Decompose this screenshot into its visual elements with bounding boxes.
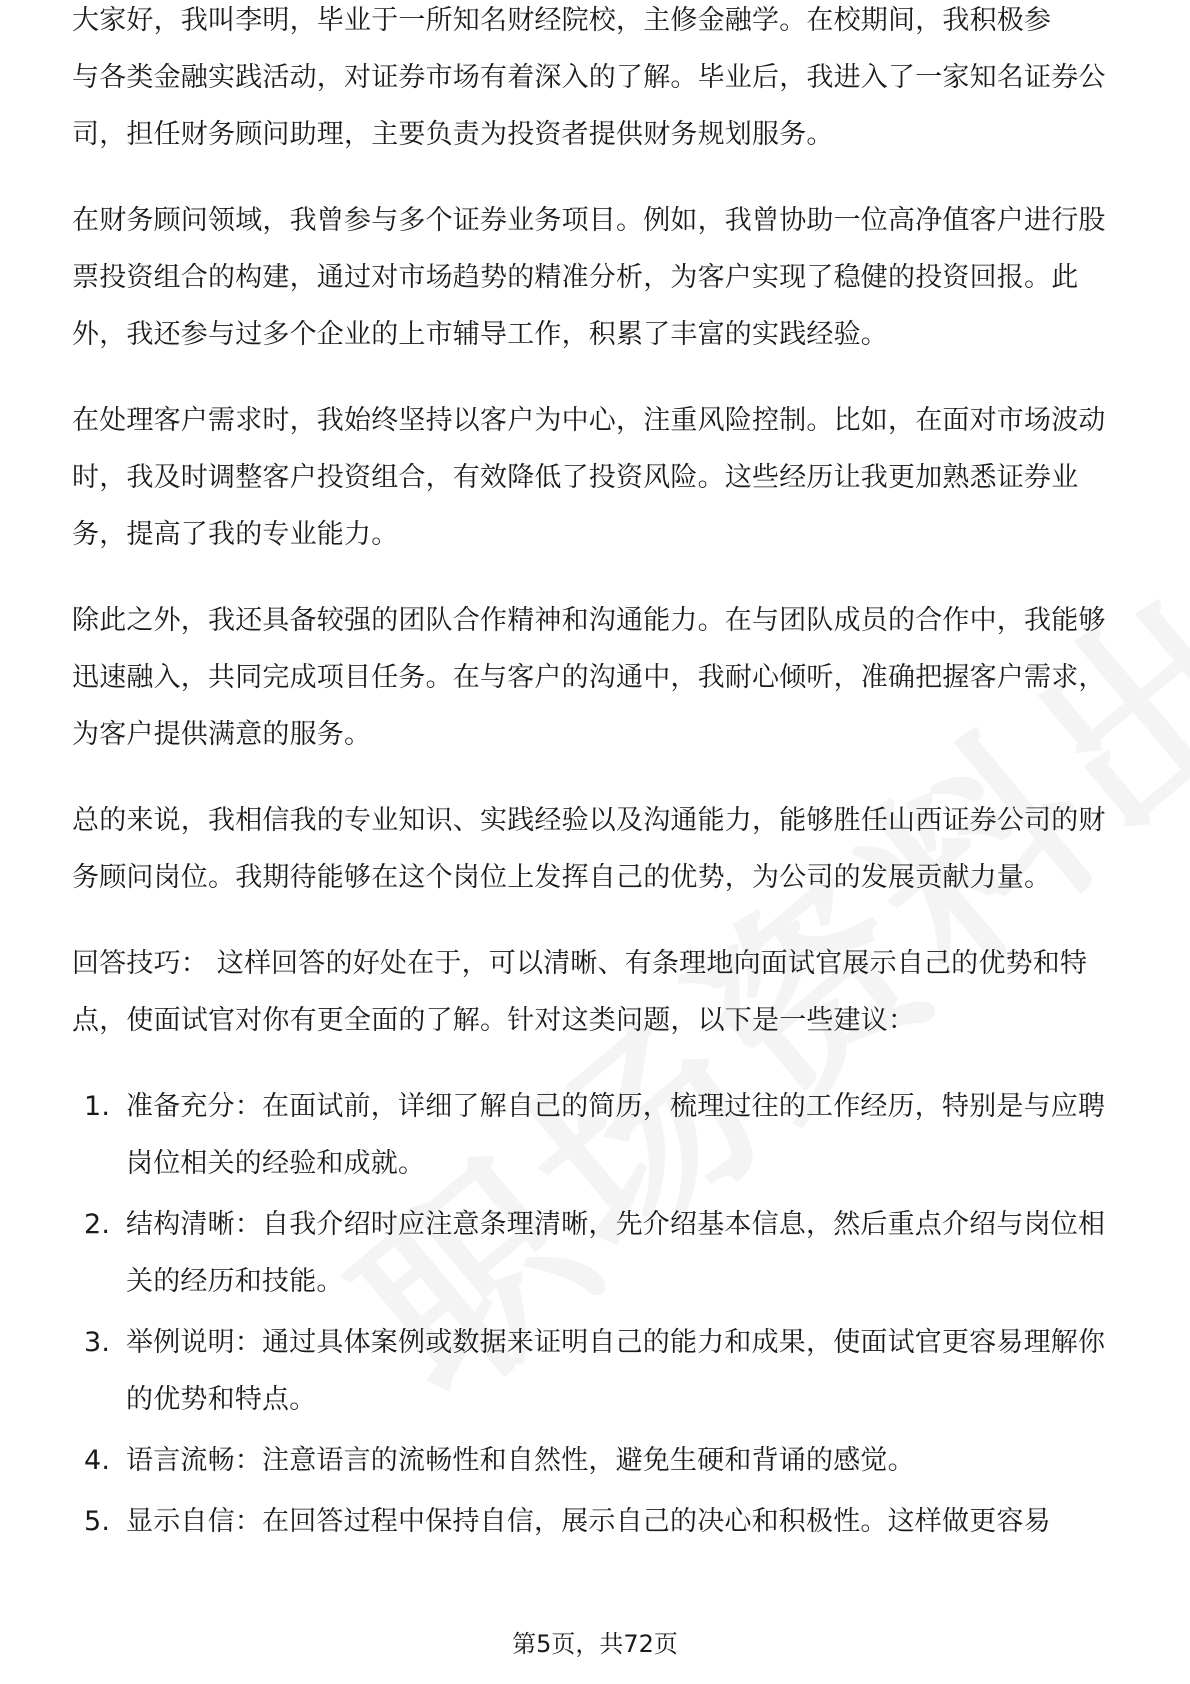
list-item-number: 5. [84,1506,111,1537]
paragraph-intro-partial: 大家好，我叫李明，毕业于一所知名财经院校，主修金融学。在校期间，我积极参 [72,5,1052,36]
list-item-text: 准备充分：在面试前，详细了解自己的简历，梳理过往的工作经历，特别是与应聘岗位相关的经验和成就。 [126,1091,1106,1179]
paragraph-answer-tips: 回答技巧： 这样回答的好处在于，可以清晰、有条理地向面试官展示自己的优势和特点，使面试官对你有更全面的了解。针对这类问题，以下是一些建议： [72,948,1088,1036]
list-item [72,1493,1132,1550]
page-footer: 第5页，共72页 [512,1630,678,1658]
paragraph-summary: 总的来说，我相信我的专业知识、实践经验以及沟通能力，能够胜任山西证券公司的财务顾问岗位。我期待能够在这个岗位上发挥自己的优势，为公司的发展贡献力量。 [72,805,1106,893]
list-item [72,1196,1132,1310]
list-item-text: 语言流畅：注意语言的流畅性和自然性，避免生硬和背诵的感觉。 [126,1445,915,1476]
paragraph-client-focus: 在处理客户需求时，我始终坚持以客户为中心，注重风险控制。比如，在面对市场波动时，我及时调整客户投资组合，有效降低了投资风险。这些经历让我更加熟悉证券业务，提高了我的专业能力。 [72,405,1106,550]
list-item-number: 4. [84,1445,111,1476]
list-item-text: 举例说明：通过具体案例或数据来证明自己的能力和成果，使面试官更容易理解你的优势和特点。 [126,1327,1106,1415]
list-item-number: 2. [84,1209,111,1240]
list-item-text: 结构清晰：自我介绍时应注意条理清晰，先介绍基本信息，然后重点介绍与岗位相关的经历和技能。 [126,1209,1106,1297]
list-item [72,1432,1132,1489]
list-item-number: 3. [84,1327,111,1358]
list-item [72,1314,1132,1428]
list-item-number: 1. [84,1091,111,1122]
paragraph-teamwork: 除此之外，我还具备较强的团队合作精神和沟通能力。在与团队成员的合作中，我能够迅速融入，共同完成项目任务。在与客户的沟通中，我耐心倾听，准确把握客户需求，为客户提供满意的服务。 [72,605,1106,750]
tips-list [72,1078,1132,1550]
paragraph-experience: 在财务顾问领域，我曾参与多个证券业务项目。例如，我曾协助一位高净值客户进行股票投资组合的构建，通过对市场趋势的精准分析，为客户实现了稳健的投资回报。此外，我还参与过多个企业的上市辅导工作，积累了丰富的实践经验。 [72,205,1106,350]
paragraph-education: 与各类金融实践活动，对证券市场有着深入的了解。毕业后，我进入了一家知名证券公司，担任财务顾问助理，主要负责为投资者提供财务规划服务。 [72,62,1106,150]
list-item [72,1078,1132,1192]
list-item-text: 显示自信：在回答过程中保持自信，展示自己的决心和积极性。这样做更容易 [126,1506,1051,1537]
document-body [72,5,1132,1554]
